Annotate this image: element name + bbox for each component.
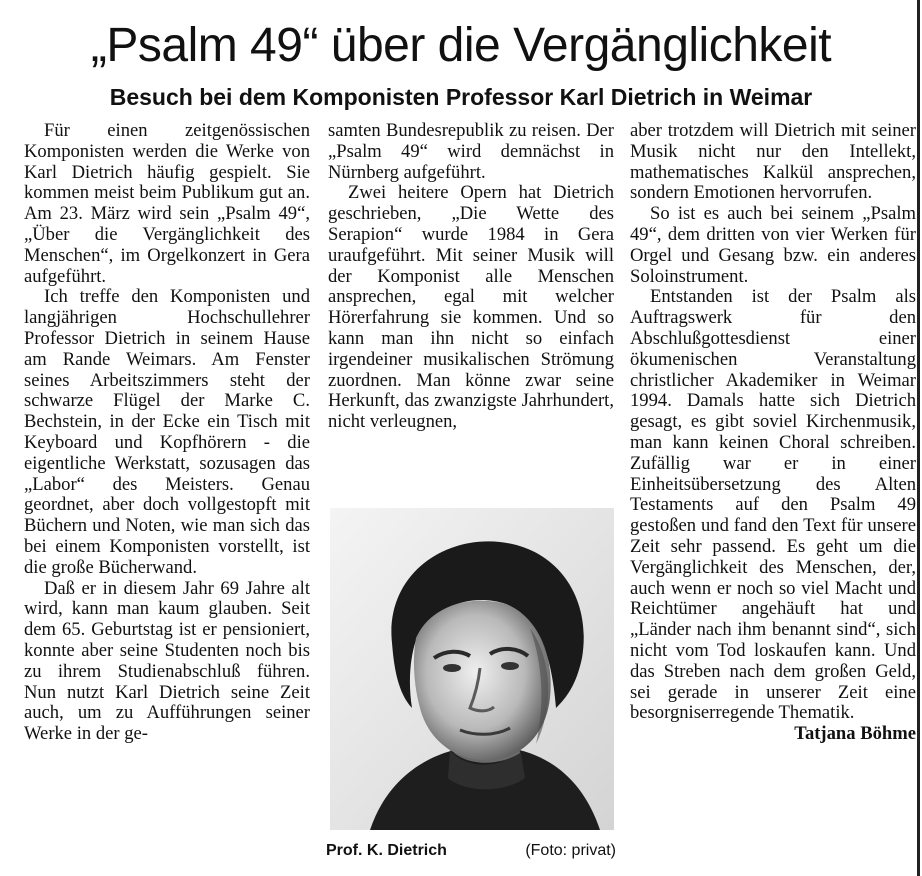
article-subheadline: Besuch bei dem Komponisten Professor Karl Dietrich in Weimar bbox=[109, 84, 813, 110]
portrait-image bbox=[330, 508, 614, 830]
paragraph: aber trotzdem will Dietrich mit seiner Musik nicht nur den Intellekt, mathematisches Kalkül ansprechen, sondern Emotionen hervorrufen. bbox=[630, 120, 916, 204]
paragraph: Für einen zeitgenössischen Komponisten werden die Werke von Karl Dietrich häufig gespielt. Sie kommen meist beim Publikum gut an. Am 23. März wird sein „Psalm 49“, „Über die Vergänglichkeit des Menschen“, im Orgelkonzert in Gera aufgeführt. bbox=[24, 120, 310, 287]
article-headline: „Psalm 49“ über die Vergänglichkeit bbox=[90, 19, 832, 72]
paragraph: Daß er in diesem Jahr 69 Jahre alt wird, kann man kaum glauben. Seit dem 65. Geburtstag ist er pensioniert, konnte aber seine Studenten noch bis zu ihrem Studienabschluß führen. Nun nutzt Karl Dietrich seine Zeit auch, um zu Aufführungen seiner Werke in der ge- bbox=[24, 577, 310, 745]
article-column-1 bbox=[24, 121, 310, 745]
paragraph: Ich treffe den Komponisten und langjährigen Hochschullehrer Professor Dietrich in seinem Hause am Rande Weimars. Am Fenster seines Arbeitszimmers steht der schwarze Flügel der Marke C. Bechstein, in der Ecke ein Tisch mit Keyboard und Kopfhörern - die eigentliche Werkstatt, sozusagen das „Labor“ des Meisters. Genau geordnet, aber doch vollgestopft mit Büchern und Noten, wie man sich das bei einem Komponisten vorstellt, ist die große Bücherwand. bbox=[24, 286, 310, 578]
caption-name: Prof. K. Dietrich bbox=[326, 842, 447, 859]
paragraph-text: Entstanden ist der Psalm als Auftragswerk für den Abschlußgottesdienst einer ökumenischen Veranstaltung christlicher Akademiker in Weimar 1994. Damals hatte sich Dietrich gesagt, es gibt soviel Kirchenmusik, man kann keinen Choral schreiben. Zufällig war er in einer Einheitsübersetzung des Alten Testaments auf den Psalm 49 gestoßen und fand den Text für unsere Zeit sehr passend. Es geht um die Vergänglichkeit des Menschen, der, auch wenn er noch so viel Macht und Reichtümer angehäuft hat und „Länder nach ihm benannt sind“, sich nicht vom Tod loskaufen kann. Und das Streben nach dem großen Geld, sei gerade in unserer Zeit eine besorgniserregende Thematik. bbox=[630, 286, 916, 724]
article-column-2 bbox=[328, 121, 614, 433]
article-column-3 bbox=[630, 121, 916, 745]
page-edge-rule bbox=[917, 0, 920, 876]
paragraph: samten Bundesrepublik zu reisen. Der „Psalm 49“ wird demnächst in Nürnberg aufgeführt. bbox=[328, 120, 614, 183]
paragraph: So ist es auch bei seinem „Psalm 49“, dem dritten von vier Werken für Orgel und Gesang bzw. ein anderes Soloinstrument. bbox=[630, 203, 916, 287]
caption-credit: (Foto: privat) bbox=[525, 842, 616, 859]
portrait-photo bbox=[330, 508, 614, 830]
author-byline: Tatjana Böhme bbox=[794, 723, 916, 745]
paragraph-last bbox=[630, 286, 916, 745]
paragraph: Zwei heitere Opern hat Dietrich geschrieben, „Die Wette des Serapion“ wurde 1984 in Gera uraufgeführt. Mit seiner Musik will der Komponist alle Menschen ansprechen, egal mit welcher Hörerfahrung sie kommen. Und so kann man ihn nicht so einfach irgendeiner musikalischen Strömung zuordnen. Man könne zwar seine Herkunft, das zwanzigste Jahrhundert, nicht verleugnen, bbox=[328, 182, 614, 433]
photo-caption bbox=[326, 842, 616, 860]
